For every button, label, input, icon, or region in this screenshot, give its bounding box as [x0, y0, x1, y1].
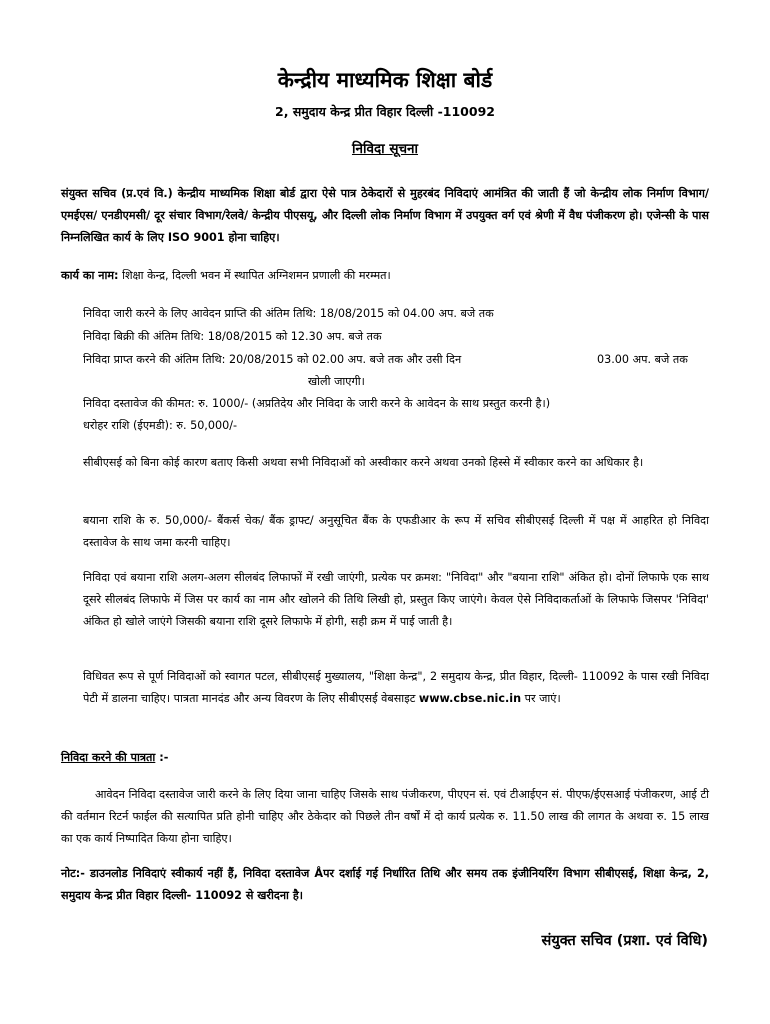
envelopes-paragraph: निविदा एवं बयाना राशि अलग-अलग सीलबंद लिफाफों में रखी जाएंगी, प्रत्येक पर क्रमश: "निविदा" और "बयाना राशि" अंकित हो। दोनों लिफाफे एक साथ दूसरे सीलबंद लिफाफे में जिस पर कार्य का नाम और खोलने की तिथि लिखी हो, प्रस्तुत किए जाएंगे। केवल ऐसे निविदाकर्ताओं के लिफाफे जिसपर 'निविदा' अंकित हो खोले जाएंगे जिसकी बयाना राशि दूसरे लिफाफे में होगी, सही क्रम में पाई जाती है।: [83, 571, 709, 628]
emd-paragraph: बयाना राशि के रु. 50,000/- बैंकर्स चेक/ बैंक ड्राफ्ट/ अनुसूचित बैंक के एफडीआर के रूप में सचिव सीबीएसई दिल्ली में पक्ष में आहरित हो निविदा दस्तावेज के साथ जमा करनी चाहिए।: [83, 514, 709, 549]
rights-paragraph: सीबीएसई को बिना कोई कारण बताए किसी अथवा सभी निविदाओं को अस्वीकार करने अथवा उनको हिस्से में स्वीकार करने का अधिकार है।: [83, 456, 644, 469]
work-name: [61, 265, 709, 287]
date-application: निविदा जारी करने के लिए आवेदन प्राप्ति की अंतिम तिथि: 18/08/2015 को 04.00 अप. बजे तक: [83, 307, 494, 320]
org-address: 2, समुदाय केन्द्र प्रीत विहार दिल्ली -110092: [275, 104, 495, 119]
eligibility-heading-suffix: :-: [155, 751, 169, 764]
date-receipt: निविदा प्राप्त करने की अंतिम तिथि: 20/08/2015 को 02.00 अप. बजे तक और उसी दिन: [83, 353, 462, 366]
work-name-text: शिक्षा केन्द्र, दिल्ली भवन में स्थापित अग्निशमन प्रणाली की मरम्मत।: [118, 269, 391, 282]
notice-heading: [0, 139, 770, 157]
website-link[interactable]: www.cbse.nic.in: [418, 692, 522, 705]
eligibility-paragraph: आवेदन निविदा दस्तावेज जारी करने के लिए दिया जाना चाहिए जिसके साथ पंजीकरण, पीएएन सं. एवं टीआईएन सं. पीएफ/ईएसआई पंजीकरण, आई टी की वर्तमान रिटर्न फाईल की सत्यापित प्रति होनी चाहिए और ठेकेदार को पिछले तीन वर्षों में दो कार्य प्रत्येक रु. 11.50 लाख की लागत के अथवा रु. 15 लाख का एक कार्य निष्पादित किया होना चाहिए।: [61, 788, 709, 845]
submission-end: पर जाएं।: [521, 692, 561, 705]
submission-text: विधिवत रूप से पूर्ण निविदाओं को स्वागत पटल, सीबीएसई मुख्यालय, "शिक्षा केन्द्र", 2 समुदाय केन्द्र, प्रीत विहार, दिल्ली- 110092 के पास रखी निविदा पेटी में डालना चाहिए। पात्रता मानदंड और अन्य विवरण के लिए सीबीएसई वेबसाइट: [83, 670, 709, 705]
intro-paragraph: संयुक्त सचिव (प्र.एवं वि.) केन्द्रीय माध्यमिक शिक्षा बोर्ड द्वारा ऐसे पात्र ठेकेदारों से मुहरबंद निविदाएं आमंत्रित की जाती हैं जो केन्द्रीय लोक निर्माण विभाग/ एमईएस/ एनडीएमसी/ दूर संचार विभाग/रेलवे/ केन्द्रीय पीएसयू, और दिल्ली लोक निर्माण विभाग में उपयुक्त वर्ग एवं श्रेणी में वैध पंजीकरण हो। एजेन्सी के पास निम्नलिखित कार्य के लिए ISO 9001 होना चाहिए।: [61, 187, 709, 244]
emd-amount: धरोहर राशि (ईएमडी): रु. 50,000/-: [83, 419, 238, 432]
notice-heading-text: निविदा सूचना: [351, 141, 419, 157]
document-price: निविदा दस्तावेज की कीमत: रु. 1000/- (अप्रतिदेय और निविदा के जारी करने के आवेदन के साथ प्रस्तुत करनी है।): [83, 397, 551, 410]
date-opening-time: 03.00 अप. बजे तक: [597, 353, 688, 366]
org-title: केन्द्रीय माध्यमिक शिक्षा बोर्ड: [277, 68, 493, 92]
eligibility-heading: [61, 749, 168, 767]
date-opening: खोली जाएगी।: [308, 375, 365, 388]
signature: संयुक्त सचिव (प्रशा. एवं विधि): [541, 933, 708, 949]
note-paragraph: नोट:- डाउनलोड निविदाएं स्वीकार्य नहीं हैं, निविदा दस्तावेज Åपर दर्शाई गई निर्धारित तिथि और समय तक इंजीनियरिंग विभाग सीबीएसई, शिक्षा केन्द्र, 2, समुदाय केन्द्र प्रीत विहार दिल्ली- 110092 से खरीदना है।: [61, 867, 709, 902]
date-sale: निविदा बिक्री की अंतिम तिथि: 18/08/2015 को 12.30 अप. बजे तक: [83, 330, 382, 343]
eligibility-heading-text: निविदा करने की पात्रता: [61, 751, 156, 764]
submission-paragraph: [83, 666, 709, 710]
work-name-label: कार्य का नाम:: [61, 269, 119, 282]
